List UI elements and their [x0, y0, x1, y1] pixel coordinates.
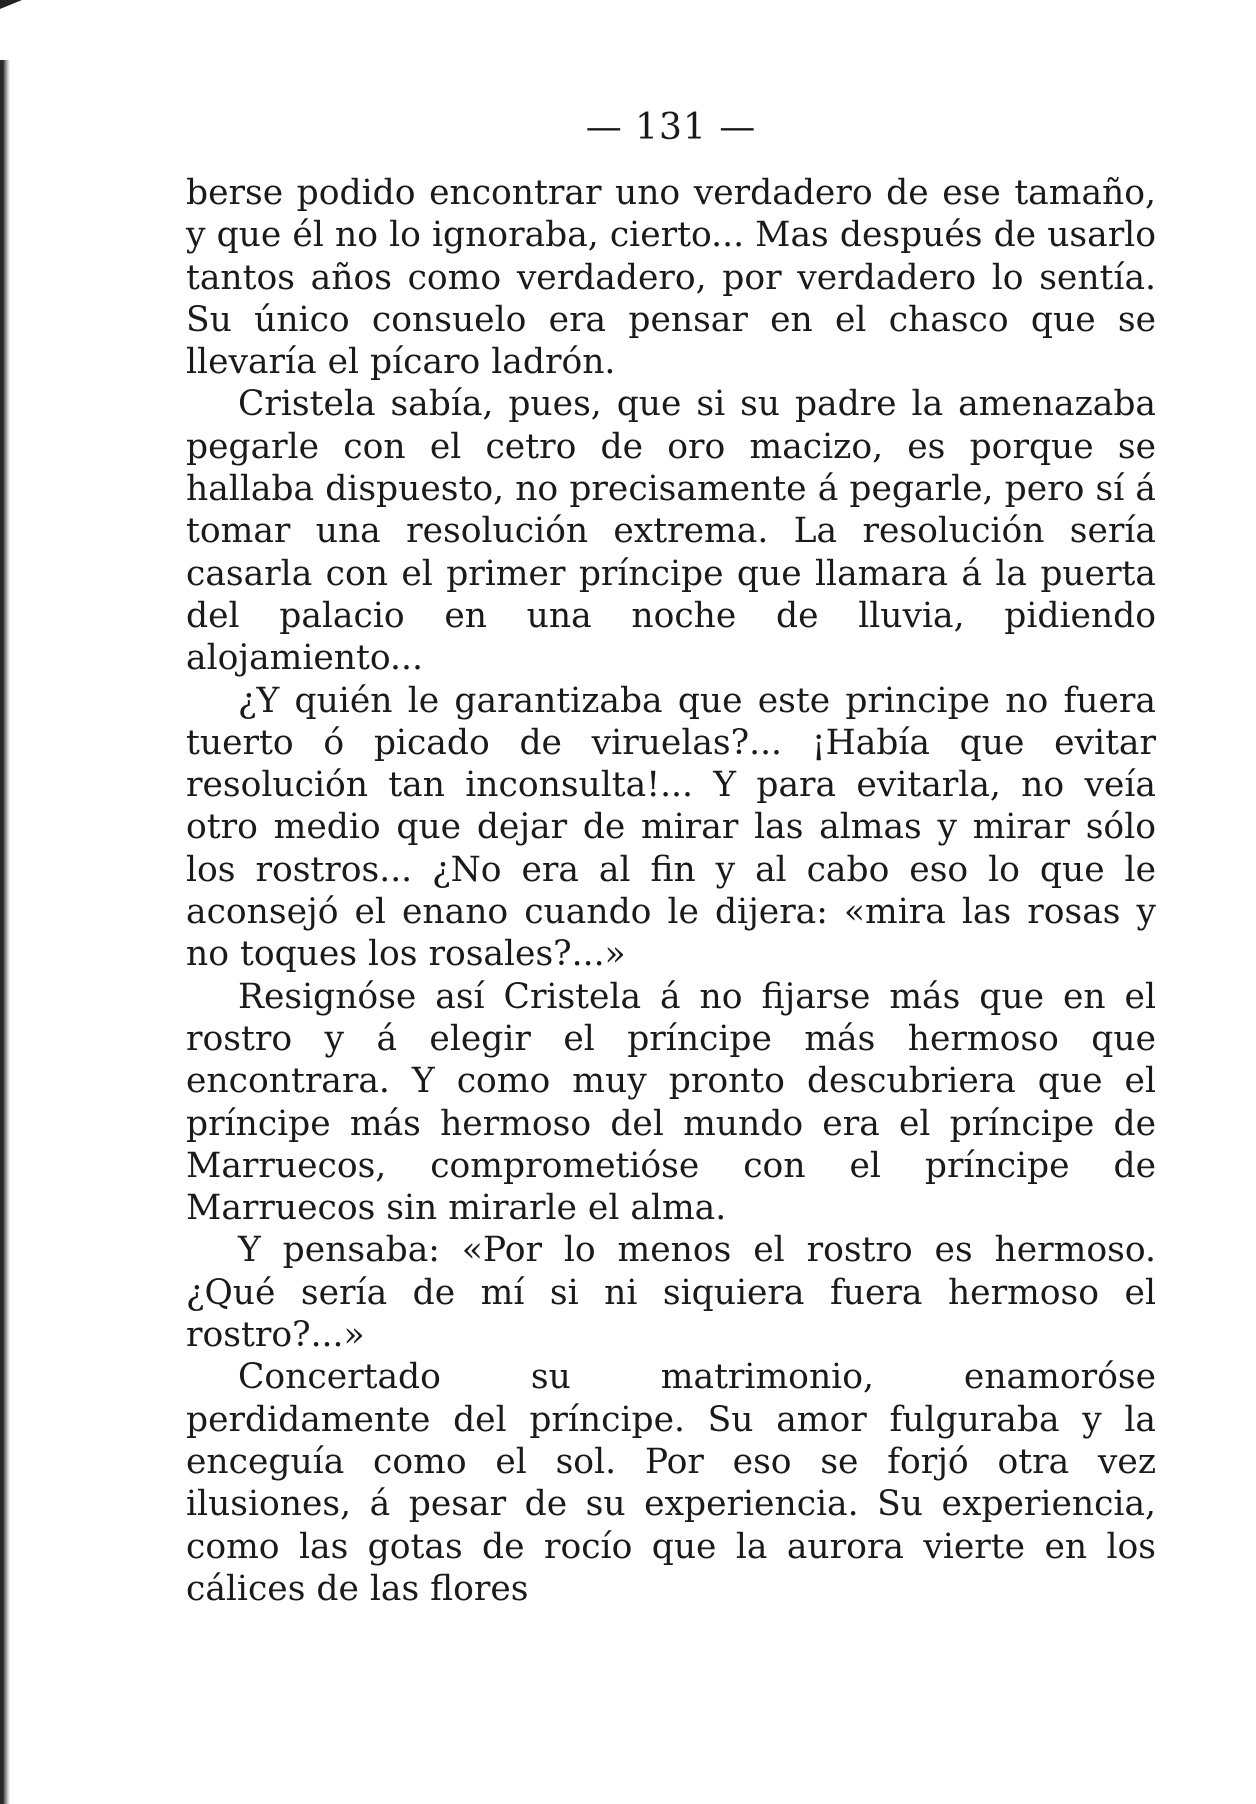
paragraph-5: Y pensaba: «Por lo menos el rostro es hermoso. ¿Qué sería de mí si ni siquiera fuera hermoso el rostro?...»: [186, 1230, 1156, 1356]
binding-edge: [0, 60, 10, 1804]
paragraph-3: ¿Y quién le garantizaba que este principe no fuera tuerto ó picado de viruelas?... ¡Había que evitar resolución tan inconsulta!... Y para evitarla, no veía otro medio que dejar de mirar las almas y mirar sólo los rostros... ¿No era al fin y al cabo eso lo que le aconsejó el enano cuando le dijera: «mira las rosas y no toques los rosales?...»: [186, 680, 1156, 975]
paragraph-6: Concertado su matrimonio, enamoróse perdidamente del príncipe. Su amor fulguraba y la enceguía como el sol. Por eso se forjó otra vez ilusiones, á pesar de su experiencia. Su experiencia, como las gotas de rocío que la aurora vierte en los cálices de las flores: [186, 1357, 1156, 1609]
page-body: [186, 172, 1156, 1610]
binding-mark: [0, 0, 22, 9]
paragraph-2: Cristela sabía, pues, que si su padre la amenazaba pegarle con el cetro de oro macizo, es porque se hallaba dispuesto, no precisamente á pegarle, pero sí á tomar una resolución extrema. La resolución sería casarla con el primer príncipe que llamara á la puerta del palacio en una noche de lluvia, pidiendo alojamiento...: [186, 384, 1156, 679]
paragraph-4: Resignóse así Cristela á no fijarse más que en el rostro y á elegir el príncipe más hermoso que encontrara. Y como muy pronto descubriera que el príncipe más hermoso del mundo era el príncipe de Marruecos, comprometióse con el príncipe de Marruecos sin mirarle el alma.: [186, 976, 1156, 1229]
paragraph-1: berse podido encontrar uno verdadero de ese tamaño, y que él no lo ignoraba, cierto... Mas después de usarlo tantos años como verdadero, por verdadero lo sentía. Su único consuelo era pensar en el chasco que se llevaría el pícaro ladrón.: [186, 173, 1156, 383]
page-number: — 131 —: [585, 107, 757, 148]
book-page: [186, 108, 1156, 1610]
